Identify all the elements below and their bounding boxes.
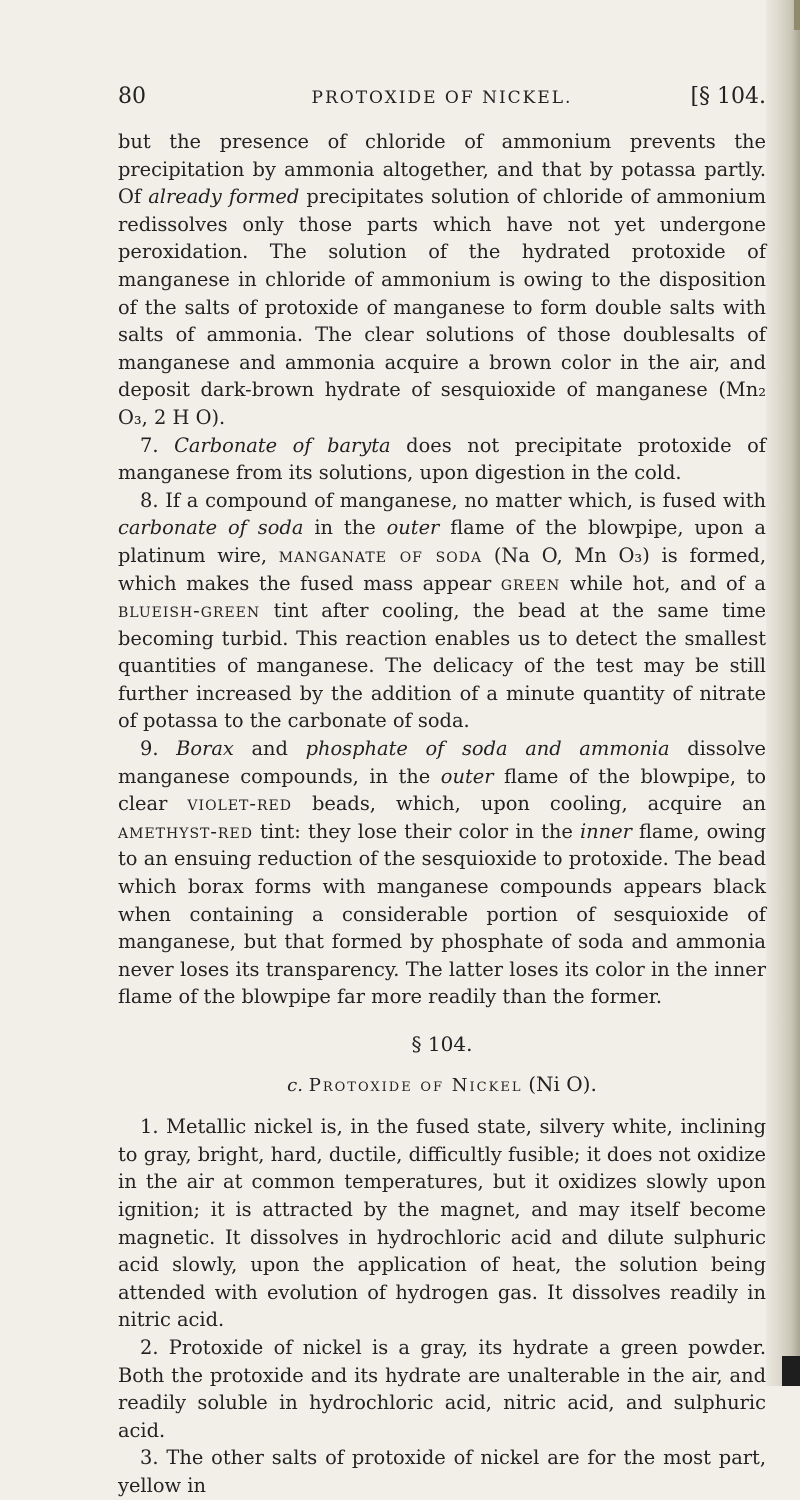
section-heading: § 104. xyxy=(411,1032,473,1056)
page-content xyxy=(118,84,766,1500)
subsection-title: Protoxide of Nickel xyxy=(308,1074,523,1096)
running-title: PROTOXIDE OF NICKEL. xyxy=(311,88,573,108)
subsection-formula: (Ni O). xyxy=(528,1071,597,1096)
subsection-label: c. xyxy=(287,1074,303,1096)
nickel-paragraph-3: 3. The other salts of protoxide of nickel are for the most part, yellow in xyxy=(118,1446,766,1497)
section-reference: [§ 104. xyxy=(690,84,766,109)
page-number: 80 xyxy=(118,84,146,109)
nickel-paragraph-2: 2. Protoxide of nickel is a gray, its hydrate a green powder. Both the protoxide and its hydrate are unalterable in the air, and readily soluble in hydrochloric acid, nitric acid, and sulphuric acid. xyxy=(118,1335,766,1442)
page-edge-shadow xyxy=(766,0,800,1386)
paragraph-continued: but the presence of chloride of ammonium prevents the precipitation by ammonia altogether, and that by potassa partly. Of already formed precipitates solution of chloride of ammonium redissolves only those parts which have not yet undergone peroxidation. The solution of the hydrated protoxide of manganese in chloride of ammonium is owing to the disposition of the salts of protoxide of manganese to form double salts with salts of ammonia. The clear solutions of those doublesalts of manganese and ammonia acquire a brown color in the air, and deposit dark-brown hydrate of sesquioxide of manganese (Mn₂ O₃, 2 H O). xyxy=(118,130,766,429)
paragraph-9: 9. Borax and phosphate of soda and ammonia dissolve manganese compounds, in the outer flame of the blowpipe, to clear violet-red beads, which, upon cooling, acquire an amethyst-red tint: they lose their color in the inner flame, owing to an ensuing reduction of the sesquioxide to protoxide. The bead which borax forms with manganese compounds appears black when containing a considerable portion of sesquioxide of manganese, but that formed by phosphate of soda and ammonia never loses its transparency. The latter loses its color in the inner flame of the blowpipe far more readily than the former. xyxy=(118,737,767,1009)
paragraph-8: 8. If a compound of manganese, no matter which, is fused with carbonate of soda in the outer flame of the blowpipe, upon a platinum wire, manganate of soda (Na O, Mn O₃) is formed, which makes the fused mass appear green while hot, and of a blueish-green tint after cooling, the bead at the same time becoming turbid. This reaction enables us to detect the smallest quantities of manganese. The delicacy of the test may be still further increased by the addition of a minute quantity of nitrate of potassa to the carbonate of soda. xyxy=(118,488,767,733)
paragraph-7: 7. Carbonate of baryta does not precipitate protoxide of manganese from its solutions, upon digestion in the cold. xyxy=(118,433,766,485)
running-header xyxy=(118,84,766,118)
body-text xyxy=(118,128,766,1500)
subsection-heading xyxy=(118,1071,766,1100)
nickel-paragraph-1: 1. Metallic nickel is, in the fused state, silvery white, inclining to gray, bright, hard, ductile, difficultly fusible; it does not oxidize in the air at common temperatures, but it oxidizes slowly upon ignition; it is attracted by the magnet, and may itself become magnetic. It dissolves in hydrochloric acid and dilute sulphuric acid slowly, upon the application of heat, the solution being attended with evolution of hydrogen gas. It dissolves readily in nitric acid. xyxy=(118,1115,766,1332)
